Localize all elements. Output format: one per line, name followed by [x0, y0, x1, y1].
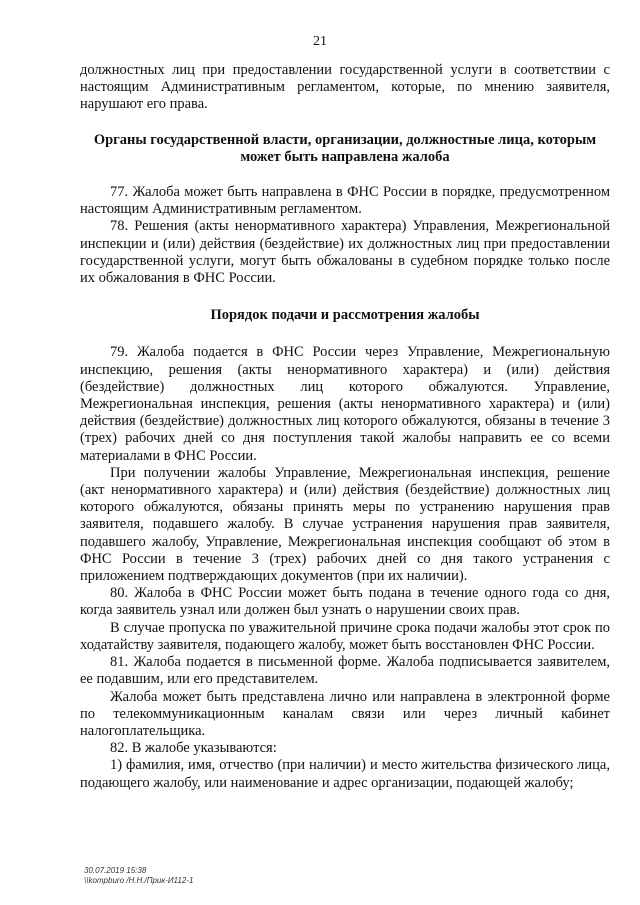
paragraph-78: 78. Решения (акты ненормативного характера) Управления, Межрегиональной инспекции и (или) действия (бездействие) их должностных лиц при предоставлении государственной услуги, могут быть обжалованы в судебном порядке только после их обжалования в ФНС России. — [80, 218, 610, 287]
document-footer — [84, 866, 193, 886]
footer-date: 30.07.2019 15:38 — [84, 866, 147, 875]
paragraph-82: 82. В жалобе указываются: — [110, 740, 277, 757]
paragraph-82-item-1: 1) фамилия, имя, отчество (при наличии) и место жительства физического лица, подающего жалобу, или наименование и адрес организации, подающей жалобу; — [80, 757, 610, 791]
section-heading-complaint-recipients: Органы государственной власти, организации, должностные лица, которым может быть направлена жалоба — [93, 131, 597, 165]
paragraph-81: 81. Жалоба подается в письменной форме. Жалоба подписывается заявителем, ее подавшим, или его представителем. — [80, 654, 610, 688]
paragraph-80: 80. Жалоба в ФНС России может быть подана в течение одного года со дня, когда заявитель узнал или должен был узнать о нарушении своих прав. — [80, 585, 610, 619]
paragraph-77: 77. Жалоба может быть направлена в ФНС России в порядке, предусмотренном настоящим Административным регламентом. — [80, 184, 610, 218]
page-content — [80, 62, 610, 792]
paragraph-intro: должностных лиц при предоставлении государственной услуги в соответствии с настоящим Административным регламентом, которые, по мнению заявителя, нарушают его права. — [80, 62, 610, 113]
paragraph-80-continued: В случае пропуска по уважительной причине срока подачи жалобы этот срок по ходатайству заявителя, подающего жалобу, может быть восстановлен ФНС России. — [80, 619, 610, 653]
paragraph-79: 79. Жалоба подается в ФНС России через Управление, Межрегиональную инспекцию, решения (акты ненормативного характера) и (или) действия (бездействие) должностных лиц которого обжалуются. Управление, Межрегиональная инспекция, решения (акты ненормативного характера) и (или) действия (бездействие) должностных лиц которого обжалуются, обязаны в течение 3 (трех) рабочих дней со дня поступления такой жалобы направить ее со всеми материалами в ФНС России. — [80, 344, 610, 464]
page-number: 21 — [313, 34, 327, 49]
paragraph-79-continued: При получении жалобы Управление, Межрегиональная инспекция, решение (акт ненормативного характера) и (или) действия (бездействие) должностных лиц которого обжалуются, обязаны принять меры по устранению нарушения прав заявителя, подавшего жалобу. В случае устранения нарушения прав заявителя, подавшего жалобу, Управление, Межрегиональная инспекция сообщают об этом в ФНС России в течение 3 (трех) рабочих дней со дня такого устранения с приложением подтверждающих документов (при их наличии). — [80, 464, 610, 585]
footer-path: \\kompburo /Н.Н./Прик-И112-1 — [84, 876, 194, 885]
section-heading-complaint-procedure: Порядок подачи и рассмотрения жалобы — [210, 307, 480, 324]
paragraph-81-continued: Жалоба может быть представлена лично или направлена в электронной форме по телекоммуникационным каналам связи или через личный кабинет налогоплательщика. — [80, 688, 610, 739]
